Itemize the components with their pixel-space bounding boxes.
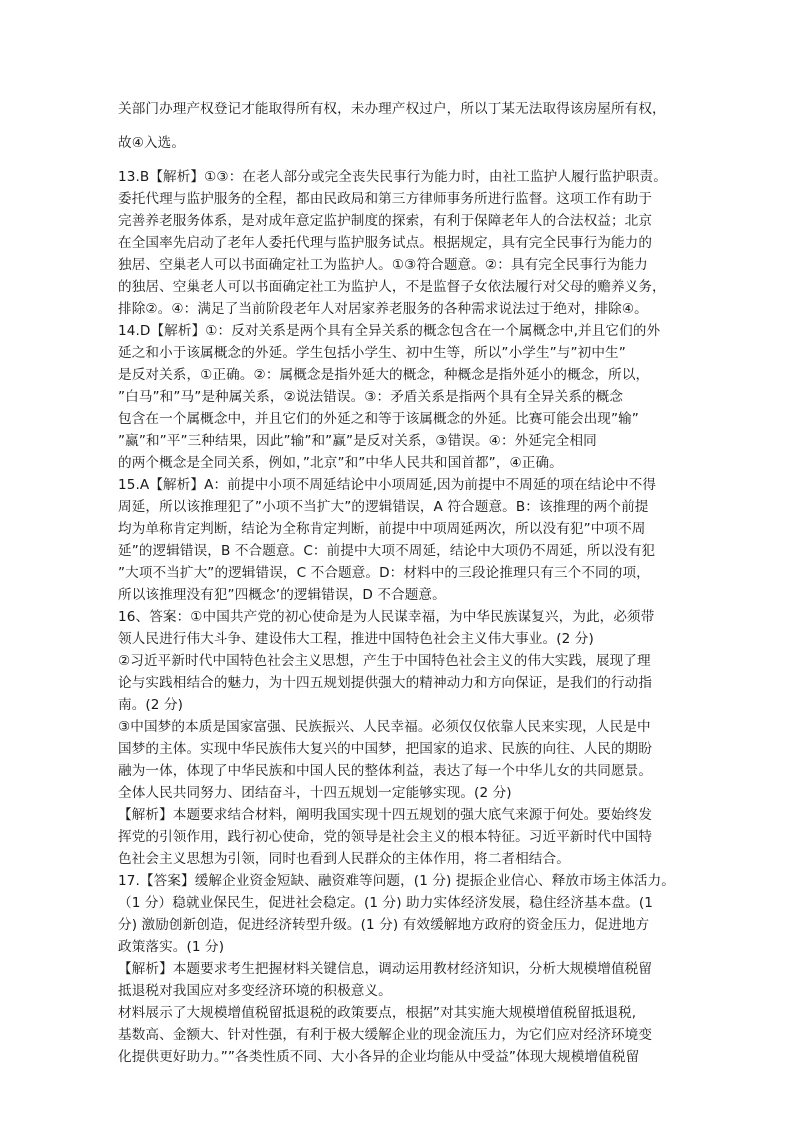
text-line: 14.D【解析】①：反对关系是两个具有全异关系的概念包含在一个属概念中,并且它们的外: [118, 323, 661, 339]
text-line: 全体人民共同努力、团结奋斗，十四五规划一定能够实现。(2 分): [118, 785, 512, 801]
text-line: 抵退税对我国应对多变经济环境的积极意义。: [118, 983, 392, 999]
text-line: ”白马”和”马”是种属关系，②说法错误。③：矛盾关系是指两个具有全异关系的概念: [118, 389, 624, 405]
text-line: 17.【答案】缓解企业资金短缺、融资难等问题，(1 分) 提振企业信心、释放市场主体活力。: [118, 873, 675, 889]
text-line: 关部门办理产权登记才能取得所有权，未办理产权过户，所以丁某无法取得该房屋所有权，: [118, 101, 666, 117]
text-line: 融为一体，体现了中华民族和中国人民的整体利益，表达了每一个中华儿女的共同愿景。: [118, 763, 653, 779]
text-line: 在全国率先启动了老年人委托代理与监护服务试点。根据规定，具有完全民事行为能力的: [118, 235, 653, 251]
text-line: 基数高、金额大、针对性强，有利于极大缓解企业的现金流压力，为它们应对经济环境变: [118, 1027, 653, 1043]
text-line: 化提供更好助力。””各类性质不同、大小各异的企业均能从中受益”体现大规模增值税留: [118, 1049, 640, 1065]
text-line: 【解析】本题要求考生把握材料关键信息，调动运用教材经济知识，分析大规模增值税留: [118, 961, 653, 977]
answer-text-block: [118, 98, 678, 1068]
text-line: 的两个概念是全同关系，例如，”北京”和”中华人民共和国首都”，④正确。: [118, 455, 563, 471]
text-line: 的独居、空巢老人可以书面确定社工为监护人，不是监督子女依法履行对父母的赡养义务，: [118, 279, 666, 295]
text-line: ”大项不当扩大”的逻辑错误，C 不合题意。D：材料中的三段论推理只有三个不同的项，: [118, 565, 650, 581]
text-line: ②习近平新时代中国特色社会主义思想，产生于中国特色社会主义的伟大实践，展现了理: [118, 653, 651, 669]
text-line: 委托代理与监护服务的全程，都由民政局和第三方律师事务所进行监督。这项工作有助于: [118, 191, 653, 207]
text-line: 15.A【解析】A：前提中小项不周延结论中小项周延,因为前提中不周延的项在结论中不得: [118, 477, 657, 493]
text-line: 政策落实。(1 分): [118, 939, 225, 955]
text-line: 包含在一个属概念中，并且它们的外延之和等于该属概念的外延。比赛可能会出现”输”: [118, 411, 639, 427]
text-line: 分) 激励创新创造，促进经济转型升级。(1 分) 有效缓解地方政府的资金压力，促进地方: [118, 917, 650, 933]
text-line: 国梦的主体。实现中华民族伟大复兴的中国梦，把国家的追求、民族的向往、人民的期盼: [118, 741, 653, 757]
text-line: 【解析】本题要求结合材料，阐明我国实现十四五规划的强大底气来源于何处。要始终发: [118, 807, 653, 823]
text-line: 独居、空巢老人可以书面确定社工为监护人。①③符合题意。②：具有完全民事行为能力: [118, 257, 648, 273]
text-line: 16、答案：①中国共产党的初心使命是为人民谋幸福，为中华民族谋复兴，为此，必须带: [118, 609, 655, 625]
text-line: ”赢”和”平”三种结果，因此”输”和”赢”是反对关系，③错误。④：外延完全相同: [118, 433, 597, 449]
text-line: 排除②。④：满足了当前阶段老年人对居家养老服务的各种需求说法过于绝对，排除④。: [118, 301, 648, 317]
paragraph-gap: [118, 120, 678, 132]
text-line: 南。(2 分): [118, 697, 184, 713]
text-line: 色社会主义思想为引领，同时也看到人民群众的主体作用，将二者相结合。: [118, 851, 570, 867]
text-line: 延”的逻辑错误，B 不合题意。C：前提中大项不周延，结论中大项仍不周延，所以没有犯: [118, 543, 656, 559]
text-line: 均为单称肯定判断，结论为全称肯定判断，前提中中项周延两次，所以没有犯”中项不周: [118, 521, 646, 537]
text-line: 完善养老服务体系，是对成年意定监护制度的探索，有利于保障老年人的合法权益；北京: [118, 213, 653, 229]
text-line: 是反对关系，①正确。②：属概念是指外延大的概念，种概念是指外延小的概念，所以，: [118, 367, 650, 383]
text-line: 挥党的引领作用，践行初心使命，党的领导是社会主义的根本特征。习近平新时代中国特: [118, 829, 653, 845]
text-line: 周延，所以该推理犯了”小项不当扩大”的逻辑错误，A 符合题意。B：该推理的两个前提: [118, 499, 649, 515]
text-line: ③中国梦的本质是国家富强、民族振兴、人民幸福。必须仅仅依靠人民来实现，人民是中: [118, 719, 651, 735]
text-line: 13.B【解析】①③：在老人部分或完全丧失民事行为能力时，由社工监护人履行监护职责。: [118, 169, 667, 185]
paragraph-gap: [118, 154, 678, 166]
text-line: 延之和小于该属概念的外延。学生包括小学生、初中生等，所以”小学生”与”初中生”: [118, 345, 626, 361]
text-line: （1 分）稳就业保民生，促进社会稳定。(1 分) 助力实体经济发展，稳住经济基本盘。(1: [118, 895, 653, 911]
text-line: 故④入选。: [118, 135, 186, 151]
text-line: 领人民进行伟大斗争、建设伟大工程，推进中国特色社会主义伟大事业。(2 分): [118, 631, 594, 647]
text-line: 论与实践相结合的魅力，为十四五规划提供强大的精神动力和方向保证，是我们的行动指: [118, 675, 653, 691]
text-line: 材料展示了大规模增值税留抵退税的政策要点，根据”对其实施大规模增值税留抵退税,: [118, 1005, 637, 1021]
text-line: 所以该推理没有犯”四概念’的逻辑错误，D 不合题意。: [118, 587, 446, 603]
